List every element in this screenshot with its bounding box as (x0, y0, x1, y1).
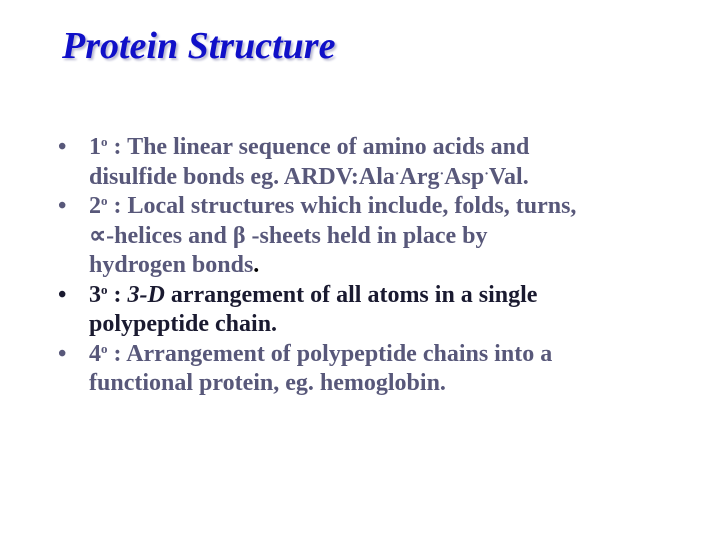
bullet-text: The linear sequence of amino acids and (127, 134, 530, 160)
bullet-secondary-structure (58, 192, 698, 281)
bullet-dot-icon (58, 281, 78, 311)
page-title: Protein Structure (62, 25, 336, 67)
bullet-text: polypeptide chain. (89, 311, 278, 337)
bullet-text: -sheets held in place by (245, 222, 488, 249)
bullet-text: disulfide bonds eg. ARDV:Ala (89, 163, 395, 190)
bullet-line (89, 133, 698, 163)
bullet-quaternary-structure (58, 340, 698, 399)
bullet-text: -helices and (106, 222, 233, 249)
ordinal-mark: o (101, 281, 108, 297)
bullet-line (89, 222, 698, 252)
bullet-dot-icon (58, 340, 78, 370)
beta-symbol: β (232, 222, 246, 249)
bullet-list (58, 133, 698, 399)
ordinal-mark: o (101, 134, 108, 149)
bullet-text: Local structures which include, folds, turns, (127, 193, 577, 219)
middle-dot: · (484, 166, 489, 182)
bullet-text: arrangement of all atoms in a single (164, 281, 538, 308)
bullet-dot-icon (58, 133, 78, 163)
middle-dot: · (439, 166, 445, 182)
bullet-line (89, 192, 698, 222)
bullet-dot-icon (58, 192, 78, 222)
ordinal-number: 2 (89, 193, 101, 219)
bullet-text: hydrogen bonds (89, 252, 254, 278)
bullet-line (89, 251, 698, 281)
bullet-line (89, 310, 698, 340)
separator: : (113, 193, 122, 219)
separator: : (113, 281, 122, 308)
bullet-tertiary-structure (58, 281, 698, 340)
italic-3d: 3-D (127, 281, 165, 308)
bullet-text: functional protein, eg. hemoglobin. (89, 370, 446, 396)
separator: : (113, 134, 122, 160)
period: . (253, 252, 260, 278)
bullet-line (89, 340, 698, 370)
ordinal-number: 4 (89, 340, 101, 367)
ordinal-number: 3 (89, 281, 101, 308)
sequence-asp: Asp (444, 163, 485, 190)
bullet-line (89, 369, 698, 399)
sequence-val: Val. (488, 163, 529, 190)
ordinal-number: 1 (89, 134, 101, 160)
bullet-primary-structure (58, 133, 698, 192)
ordinal-mark: o (101, 340, 108, 356)
bullet-line (89, 281, 698, 311)
separator: : (113, 340, 122, 367)
sequence-arg: Arg (399, 163, 440, 190)
alpha-symbol: ∝ (89, 222, 107, 249)
bullet-line (89, 163, 698, 193)
middle-dot: · (394, 166, 400, 182)
ordinal-mark: o (101, 193, 108, 208)
bullet-text: Arrangement of polypeptide chains into a (126, 340, 553, 367)
